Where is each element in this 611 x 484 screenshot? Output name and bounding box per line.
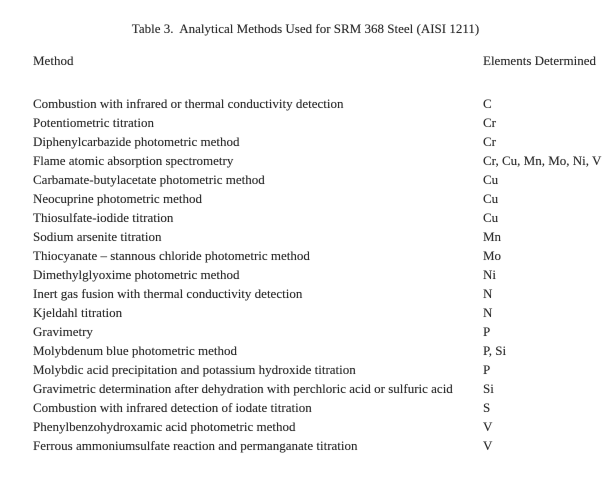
table-row — [33, 398, 611, 417]
elements-cell: Si — [483, 381, 494, 396]
elements-cell: Ni — [483, 267, 496, 282]
table-row — [33, 322, 611, 341]
method-column-header: Method — [33, 53, 74, 68]
table-row — [33, 436, 611, 455]
table-row — [33, 170, 611, 189]
method-cell: Molybdenum blue photometric method — [33, 343, 237, 358]
method-cell: Thiosulfate-iodide titration — [33, 210, 174, 225]
elements-cell: Cr — [483, 115, 496, 130]
method-cell: Inert gas fusion with thermal conductivity detection — [33, 286, 303, 301]
method-cell: Gravimetric determination after dehydration with perchloric acid or sulfuric acid — [33, 381, 453, 396]
elements-cell: Mo — [483, 248, 502, 263]
method-cell: Phenylbenzohydroxamic acid photometric method — [33, 419, 296, 434]
table-row — [33, 265, 611, 284]
table-row — [33, 208, 611, 227]
elements-cell: Cr, Cu, Mn, Mo, Ni, V — [483, 153, 602, 168]
table-row — [33, 227, 611, 246]
table-row — [33, 94, 611, 113]
elements-cell: V — [483, 438, 493, 453]
elements-cell: Cu — [483, 172, 499, 187]
method-cell: Dimethylglyoxime photometric method — [33, 267, 240, 282]
table-row — [33, 417, 611, 436]
table-row — [33, 284, 611, 303]
table-row — [33, 341, 611, 360]
method-cell: Carbamate-butylacetate photometric method — [33, 172, 265, 187]
elements-cell: V — [483, 419, 493, 434]
table-header-row — [33, 51, 611, 70]
elements-cell: P, Si — [483, 343, 507, 358]
table-row — [33, 303, 611, 322]
elements-cell: C — [483, 96, 492, 111]
method-cell: Flame atomic absorption spectrometry — [33, 153, 234, 168]
method-cell: Gravimetry — [33, 324, 93, 339]
method-cell: Potentiometric titration — [33, 115, 154, 130]
method-cell: Ferrous ammoniumsulfate reaction and permanganate titration — [33, 438, 358, 453]
table-row — [33, 189, 611, 208]
table-row — [33, 113, 611, 132]
table-row — [33, 132, 611, 151]
elements-cell: Cr — [483, 134, 496, 149]
elements-cell: N — [483, 286, 493, 301]
elements-cell: Mn — [483, 229, 502, 244]
table-row — [33, 151, 611, 170]
method-cell: Sodium arsenite titration — [33, 229, 162, 244]
method-cell: Diphenylcarbazide photometric method — [33, 134, 240, 149]
table-caption: Table 3. Analytical Methods Used for SRM 368 Steel (AISI 1211) — [131, 21, 480, 36]
elements-column-header: Elements Determined — [483, 53, 596, 68]
elements-cell: N — [483, 305, 493, 320]
table-body — [33, 94, 611, 455]
method-cell: Molybdic acid precipitation and potassium hydroxide titration — [33, 362, 356, 377]
table-row — [33, 360, 611, 379]
method-cell: Neocuprine photometric method — [33, 191, 202, 206]
method-cell: Thiocyanate – stannous chloride photometric method — [33, 248, 310, 263]
elements-cell: Cu — [483, 191, 499, 206]
method-cell: Kjeldahl titration — [33, 305, 123, 320]
elements-cell: S — [483, 400, 491, 415]
table-row — [33, 246, 611, 265]
elements-cell: Cu — [483, 210, 499, 225]
method-cell: Combustion with infrared detection of iodate titration — [33, 400, 312, 415]
table-row — [33, 379, 611, 398]
method-cell: Combustion with infrared or thermal conductivity detection — [33, 96, 344, 111]
elements-cell: P — [483, 362, 491, 377]
elements-cell: P — [483, 324, 491, 339]
